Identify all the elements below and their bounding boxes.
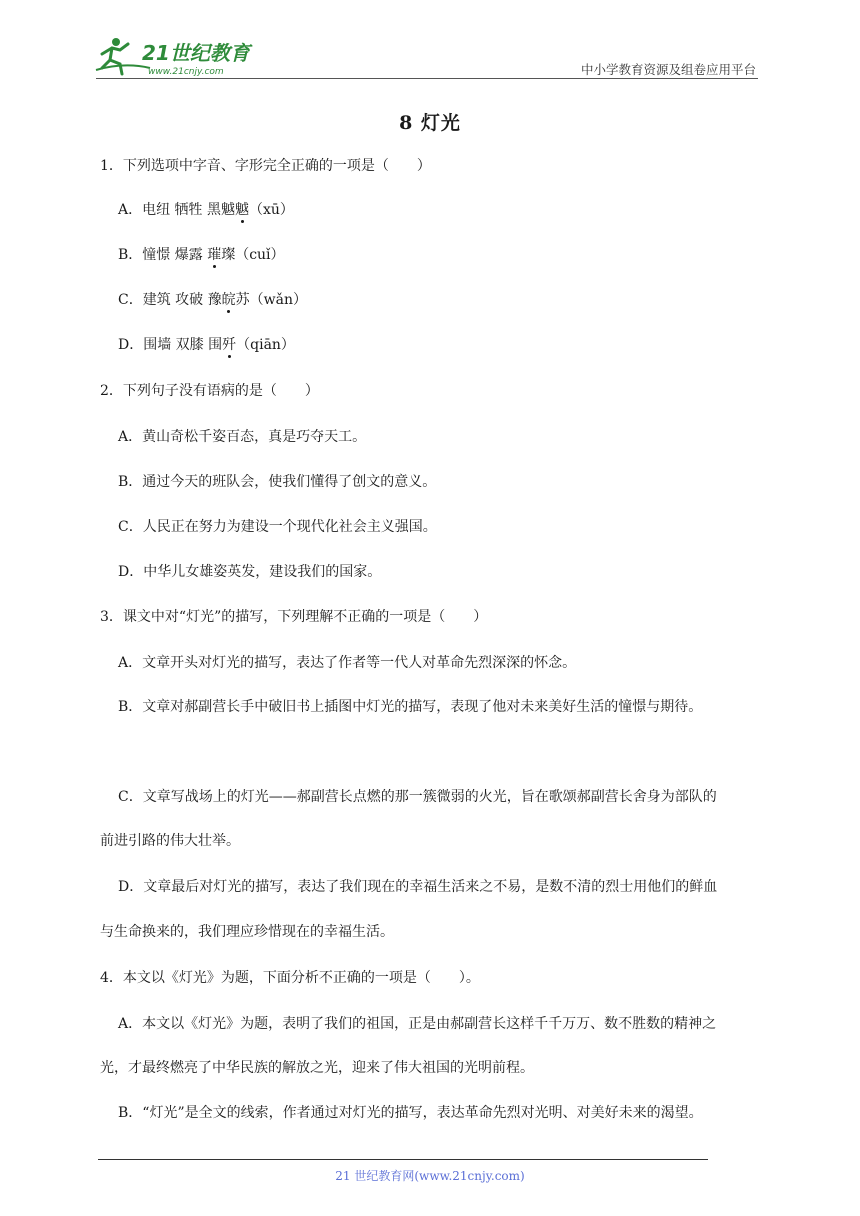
question-3-option-c: C．文章写战场上的灯光——郝副营长点燃的那一簇微弱的火光，旨在歌颂郝副营长舍身为部队的 <box>118 789 717 805</box>
question-4-option-a-continued: 光，才最终燃亮了中华民族的解放之光，迎来了伟大祖国的光明前程。 <box>100 1060 534 1076</box>
footer-divider <box>98 1159 708 1160</box>
question-2-option-d: D．中华儿女雄姿英发，建设我们的国家。 <box>118 564 382 580</box>
question-2-option-b: B．通过今天的班队会，使我们懂得了创文的意义。 <box>118 474 437 490</box>
question-4-option-a: A．本文以《灯光》为题，表明了我们的祖国，正是由郝副营长这样千千万万、数不胜数的精神之 <box>118 1016 717 1032</box>
question-4-option-b: B．“灯光”是全文的线索，作者通过对灯光的描写，表达革命先烈对光明、对美好未来的渴望。 <box>118 1105 703 1121</box>
question-1-option-a: A．电纽 牺牲 黑魆魆（xū） <box>118 202 294 218</box>
question-2-stem: 2．下列句子没有语病的是（ ） <box>100 383 319 399</box>
page-title: 8 灯光 <box>399 112 461 134</box>
header-divider <box>96 78 758 79</box>
question-2-option-a: A．黄山奇松千姿百态，真是巧夺天工。 <box>118 429 367 445</box>
question-3-option-d: D．文章最后对灯光的描写，表达了我们现在的幸福生活来之不易，是数不清的烈士用他们的鲜血 <box>118 879 718 895</box>
svg-text:21世纪教育: 21世纪教育 <box>142 41 250 65</box>
question-3-option-c-continued: 前进引路的伟大壮举。 <box>100 833 240 849</box>
question-3-option-d-continued: 与生命换来的，我们理应珍惜现在的幸福生活。 <box>100 924 394 940</box>
question-3-stem: 3．课文中对“灯光”的描写，下列理解不正确的一项是（ ） <box>100 609 488 625</box>
question-1-stem: 1．下列选项中字音、字形完全正确的一项是（ ） <box>100 158 431 174</box>
site-logo <box>94 34 264 78</box>
footer-link[interactable]: 21 世纪教育网(www.21cnjy.com) <box>335 1169 525 1183</box>
question-3-option-a: A．文章开头对灯光的描写，表达了作者等一代人对革命先烈深深的怀念。 <box>118 655 577 671</box>
question-2-option-c: C．人民正在努力为建设一个现代化社会主义强国。 <box>118 519 437 535</box>
question-3-option-b: B．文章对郝副营长手中破旧书上插图中灯光的描写，表现了他对未来美好生活的憧憬与期待。 <box>118 699 703 715</box>
question-4-stem: 4．本文以《灯光》为题，下面分析不正确的一项是（ ）。 <box>100 970 480 986</box>
question-1-option-c: C．建筑 攻破 豫皖苏（wǎn） <box>118 292 307 308</box>
question-1-option-d: D．围墙 双膝 围歼（qiān） <box>118 337 295 353</box>
svg-text:www.21cnjy.com: www.21cnjy.com <box>148 67 224 77</box>
question-1-option-b: B．憧憬 爆露 璀璨（cuǐ） <box>118 247 285 263</box>
header-platform-text: 中小学教育资源及组卷应用平台 <box>580 62 756 77</box>
